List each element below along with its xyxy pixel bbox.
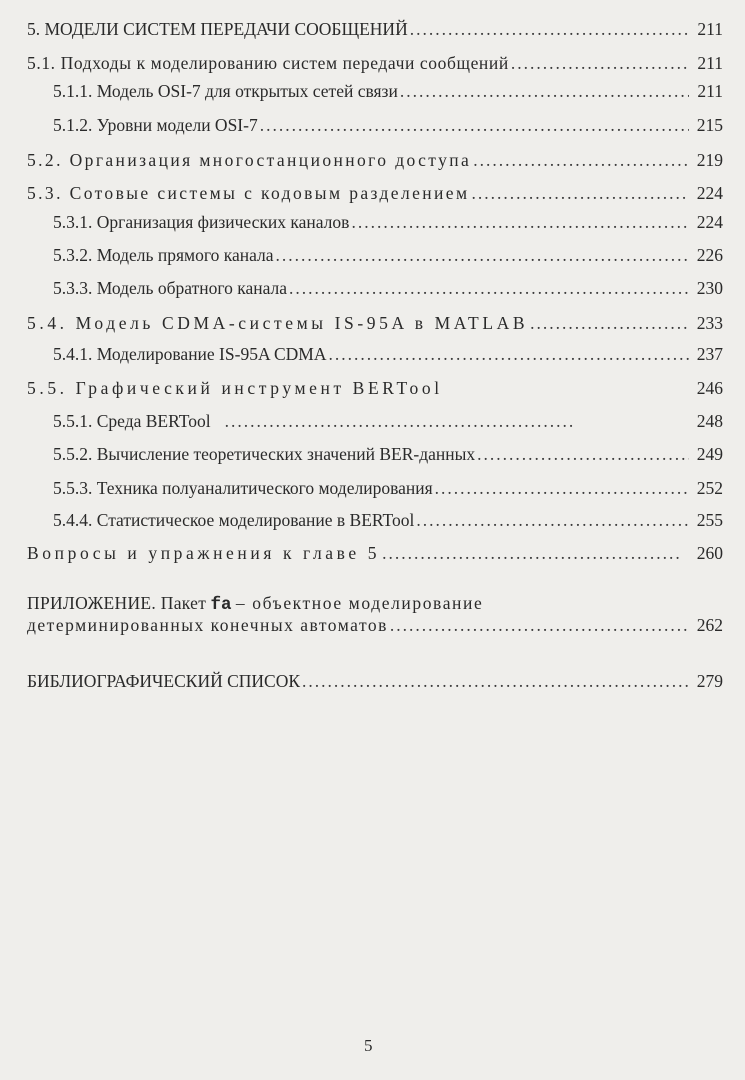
- leader-dots: [276, 244, 689, 266]
- toc-entry-5-4-4: [53, 509, 723, 531]
- leader-dots: [302, 670, 689, 692]
- leader-dots: [260, 114, 689, 136]
- toc-entry-5-3: [27, 182, 723, 204]
- toc-entry-label: 5.2. Организация многостанционного доступа: [27, 150, 472, 170]
- page-number: 5: [364, 1036, 373, 1055]
- leader-dots: [382, 542, 681, 564]
- toc-entry-page: 226: [696, 245, 723, 265]
- toc-entry-5-5-2: [53, 443, 723, 465]
- toc-entry-label: 5.4.4. Статистическое моделирование в BERTool: [53, 510, 415, 530]
- toc-entry-page: 252: [696, 478, 723, 498]
- toc-entry-label: 5.1.2. Уровни модели OSI-7: [53, 115, 258, 135]
- leader-dots: [289, 277, 689, 299]
- toc-entry-questions: [27, 542, 723, 564]
- toc-entry-label: Вопросы и упражнения к главе 5: [27, 543, 381, 563]
- leader-dots: [477, 443, 689, 465]
- leader-dots: [329, 343, 689, 365]
- toc-entry-label: 5.3. Сотовые системы с кодовым разделением: [27, 183, 470, 203]
- toc-entry-page: 224: [696, 183, 723, 203]
- toc-entry-label: 5.4. Модель CDMA-системы IS-95A в MATLAB: [27, 313, 529, 333]
- toc-entry-page: 260: [696, 543, 723, 563]
- toc-entry-5-5-1: [53, 410, 723, 432]
- appendix-suffix: – объектное моделирование: [235, 593, 484, 613]
- toc-entry-5-2: [27, 149, 723, 171]
- toc-entry-5-1-2: [53, 114, 723, 136]
- leader-dots: [400, 80, 689, 102]
- toc-entry-5-1: [27, 52, 723, 74]
- toc-entry-5-1-1: [53, 80, 723, 102]
- toc-entry-page: 255: [696, 510, 723, 530]
- toc-entry-label: 5. МОДЕЛИ СИСТЕМ ПЕРЕДАЧИ СООБЩЕНИЙ: [27, 19, 408, 39]
- leader-dots: [416, 509, 689, 531]
- toc-entry-label: 5.5.1. Среда BERTool: [53, 411, 211, 431]
- toc-entry-bibliography: [27, 670, 723, 692]
- toc-entry-page: 246: [696, 378, 723, 398]
- toc-entry-page: 262: [696, 615, 723, 635]
- toc-entry-label: детерминированных конечных автоматов: [27, 615, 388, 635]
- toc-entry-label: 5.3.3. Модель обратного канала: [53, 278, 288, 298]
- leader-dots: [473, 149, 689, 171]
- toc-entry-page: 249: [696, 444, 723, 464]
- toc-entry-page: 233: [696, 313, 723, 333]
- toc-entry-label: 5.5.3. Техника полуаналитического моделирования: [53, 478, 433, 498]
- toc-entry-label: 5.5.2. Вычисление теоретических значений BER-данных: [53, 444, 476, 464]
- toc-entry-label: 5.1. Подходы к моделированию систем передачи сообщений: [27, 53, 509, 73]
- toc-entry-page: 211: [697, 19, 723, 39]
- toc-entry-5-4-1: [53, 343, 723, 365]
- appendix-prefix: ПРИЛОЖЕНИЕ. Пакет: [27, 593, 207, 613]
- toc-entry-page: 237: [696, 344, 723, 364]
- toc-entry-page: 224: [696, 212, 723, 232]
- leader-dots: [511, 52, 689, 74]
- toc-entry-page: 248: [696, 411, 723, 431]
- toc-entry-page: 211: [697, 53, 723, 73]
- toc-entry-label: 5.5. Графический инструмент BERTool: [27, 378, 443, 398]
- toc-entry-page: 219: [696, 150, 723, 170]
- toc-entry-label: 5.4.1. Моделирование IS-95A CDMA: [53, 344, 327, 364]
- toc-entry-5-5-3: [53, 477, 723, 499]
- toc-entry-label: 5.3.1. Организация физических каналов: [53, 212, 350, 232]
- toc-entry-page: 215: [696, 115, 723, 135]
- appendix-code: fa: [210, 595, 232, 615]
- leader-dots: [225, 410, 573, 432]
- leader-dots: [410, 18, 689, 40]
- toc-entry-page: 279: [696, 671, 723, 691]
- leader-dots: [390, 614, 689, 636]
- toc-entry-5-3-2: [53, 244, 723, 266]
- toc-entry-5-4: [27, 312, 723, 334]
- toc-entry-appendix-line2: [27, 614, 723, 636]
- leader-dots: [351, 211, 689, 233]
- toc-entry-appendix-line1: [27, 592, 483, 616]
- toc-entry-label: БИБЛИОГРАФИЧЕСКИЙ СПИСОК: [27, 671, 301, 691]
- toc-entry-chapter-5: [27, 18, 723, 40]
- toc-entry-page: 230: [696, 278, 723, 298]
- toc-entry-label: 5.1.1. Модель OSI-7 для открытых сетей связи: [53, 81, 398, 101]
- leader-dots: [435, 477, 689, 499]
- toc-entry-5-5: [27, 377, 723, 399]
- leader-dots: [530, 312, 689, 334]
- toc-entry-5-3-1: [53, 211, 723, 233]
- toc-entry-5-3-3: [53, 277, 723, 299]
- toc-entry-label: 5.3.2. Модель прямого канала: [53, 245, 274, 265]
- leader-dots: [471, 182, 689, 204]
- toc-entry-page: 211: [697, 81, 723, 101]
